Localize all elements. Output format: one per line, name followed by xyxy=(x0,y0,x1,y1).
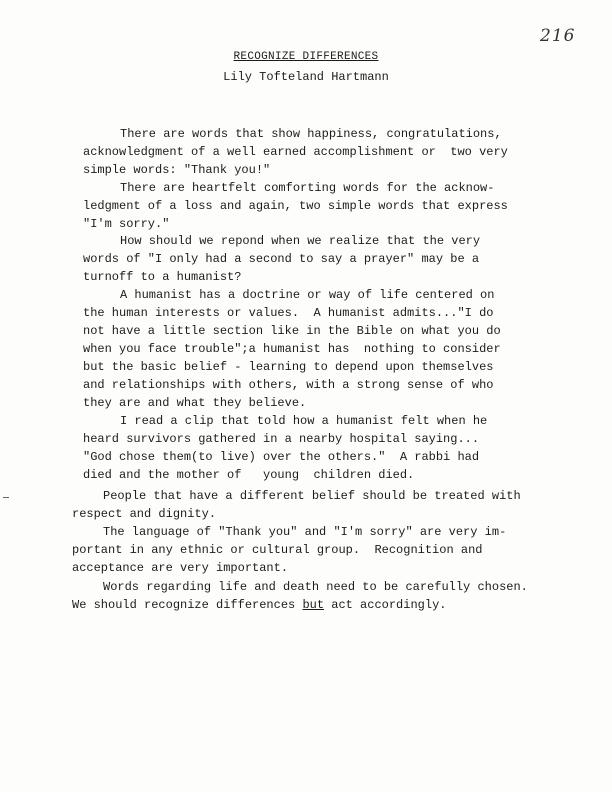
line-text: There are heartfelt comforting words for the acknow- xyxy=(120,181,495,195)
text-line xyxy=(72,560,288,576)
line-text: the human interests or values. A humanist admits..."I do xyxy=(83,306,494,320)
text-line xyxy=(83,395,306,411)
line-text: when you face trouble";a humanist has nothing to consider xyxy=(83,342,501,356)
text-line xyxy=(120,126,502,142)
text-line xyxy=(83,251,479,267)
text-line xyxy=(83,269,241,285)
line-text: How should we repond when we realize that the very xyxy=(120,234,481,248)
margin-mark xyxy=(3,497,9,498)
text-line xyxy=(83,341,501,357)
line-text: words of "I only had a second to say a prayer" may be a xyxy=(83,252,480,266)
text-line xyxy=(83,377,493,393)
line-text: died and the mother of young children died. xyxy=(83,468,415,482)
text-line xyxy=(83,305,493,321)
line-text: acknowledgment of a well earned accomplishment or two very xyxy=(83,145,508,159)
text-line xyxy=(72,506,216,522)
line-text: The language of "Thank you" and "I'm sorry" are very im- xyxy=(103,525,507,539)
line-text: A humanist has a doctrine or way of life centered on xyxy=(120,288,495,302)
text-line xyxy=(120,287,494,303)
line-text: Words regarding life and death need to be carefully chosen. xyxy=(103,580,528,594)
line-text: and relationships with others, with a strong sense of who xyxy=(83,378,494,392)
page-number: 216 xyxy=(540,26,576,46)
line-text: I read a clip that told how a humanist felt when he xyxy=(120,414,488,428)
line-text: People that have a different belief should be treated with xyxy=(103,489,521,503)
text-line xyxy=(103,524,506,540)
text-line xyxy=(103,488,521,504)
underlined-word: but xyxy=(302,598,325,612)
text-line xyxy=(120,233,480,249)
text-line xyxy=(120,413,487,429)
text-line xyxy=(72,542,482,558)
text-line xyxy=(83,449,479,465)
text-line xyxy=(83,216,169,232)
line-text: heard survivors gathered in a nearby hospital saying... xyxy=(83,432,480,446)
line-text: ledgment of a loss and again, two simple words that express xyxy=(83,199,508,213)
line-text: There are words that show happiness, congratulations, xyxy=(120,127,502,141)
text-line xyxy=(83,198,508,214)
text-line xyxy=(83,144,508,160)
line-text-after: act accordingly. xyxy=(324,598,447,612)
text-line xyxy=(103,579,528,595)
line-text: they are and what they believe. xyxy=(83,396,307,410)
text-line xyxy=(72,597,446,613)
line-text: We should recognize differences xyxy=(72,598,303,612)
line-text: not have a little section like in the Bible on what you do xyxy=(83,324,501,338)
text-line xyxy=(83,467,414,483)
text-line xyxy=(83,162,270,178)
line-text: turnoff to a humanist? xyxy=(83,270,242,284)
text-line xyxy=(83,431,479,447)
text-line xyxy=(120,180,494,196)
line-text: simple words: "Thank you!" xyxy=(83,163,271,177)
line-text: portant in any ethnic or cultural group. Recognition and xyxy=(72,543,483,557)
line-text: but the basic belief - learning to depend upon themselves xyxy=(83,360,494,374)
document-author: Lily Tofteland Hartmann xyxy=(223,70,389,84)
line-text: respect and dignity. xyxy=(72,507,217,521)
document-title: RECOGNIZE DIFFERENCES xyxy=(233,51,379,63)
text-line xyxy=(83,359,493,375)
line-text: "God chose them(to live) over the others." A rabbi had xyxy=(83,450,480,464)
line-text: "I'm sorry." xyxy=(83,217,170,231)
text-line xyxy=(83,323,501,339)
line-text: acceptance are very important. xyxy=(72,561,289,575)
